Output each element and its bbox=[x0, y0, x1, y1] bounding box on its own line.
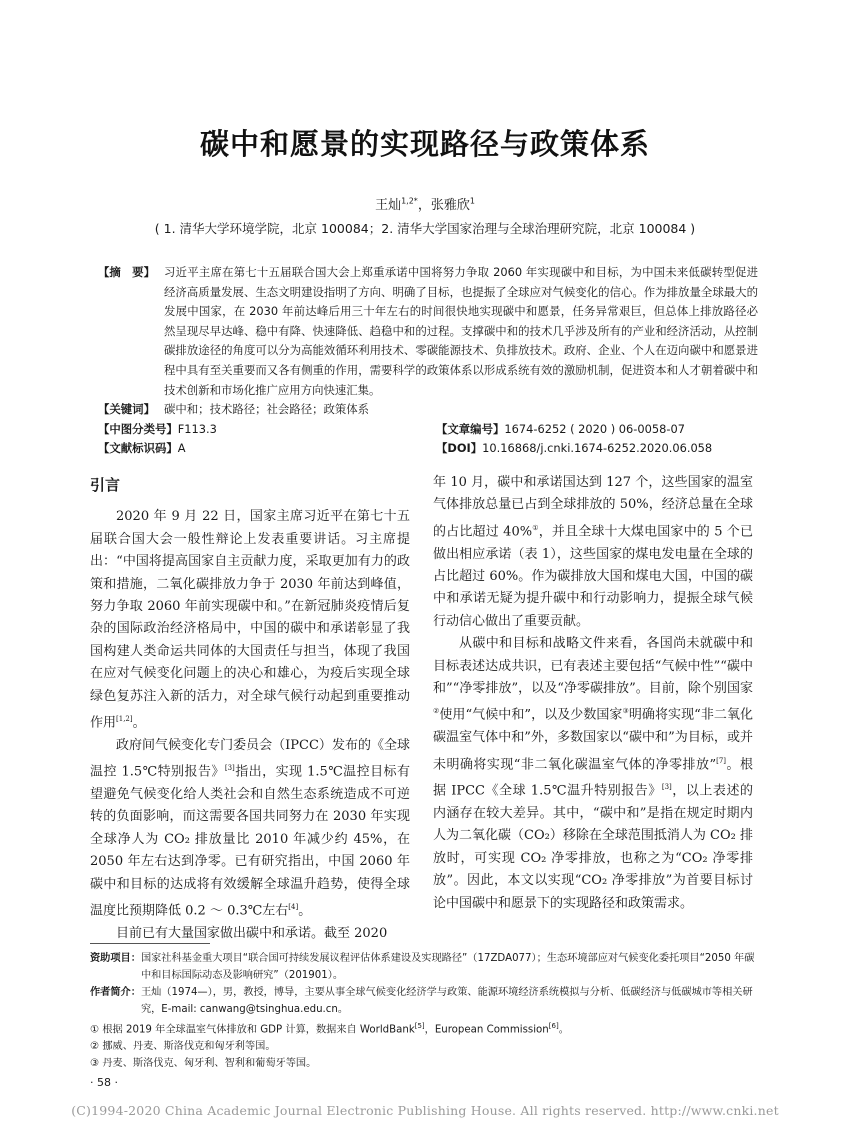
keywords-label: 【关键词】 bbox=[98, 402, 155, 417]
body-paragraph bbox=[90, 735, 410, 923]
doi-field bbox=[436, 439, 758, 459]
citation-ref[interactable]: [6] bbox=[548, 1022, 559, 1030]
citation-ref[interactable]: [3] bbox=[224, 764, 235, 773]
footnote-text: ① 根据 2019 年全球温室气体排放和 GDP 计算，数据来自 WorldBank bbox=[90, 1024, 415, 1036]
paragraph-text: 。 bbox=[132, 715, 146, 731]
author-bio-note bbox=[90, 984, 762, 1018]
paragraph-text: 使用“气候中和”，以及少数国家 bbox=[439, 707, 623, 723]
paragraph-text: 。根据 IPCC《全球 1.5℃温升特别报告》 bbox=[433, 756, 753, 799]
citation-ref[interactable]: [4] bbox=[288, 902, 299, 911]
meta-row-2 bbox=[98, 439, 758, 459]
keywords-row bbox=[98, 400, 758, 420]
citation-ref[interactable]: [7] bbox=[716, 756, 727, 765]
keywords-text: 碳中和；技术路径；社会路径；政策体系 bbox=[164, 402, 370, 417]
paragraph-text: 明确将实现“非二氧化碳温室气体中和”外，多数国家以“碳中和”为目标，或并未明确将实现“非二氧化碳温室气体的净零排放” bbox=[433, 707, 754, 772]
funding-text: 国家社科基金重大项目“联合国可持续发展议程评估体系建设及实现路径”（17ZDA077）；生态环境部应对气候变化委托项目“2050 年碳中和目标国际动态及影响研究”（201901）。 bbox=[140, 953, 755, 981]
footnote-mark[interactable]: ③ bbox=[622, 707, 629, 716]
paragraph-text: 指出，实现 1.5℃温控目标有望避免气候变化给人类社会和自然生态系统造成不可逆转的负面影响，而这需要各国共同努力在 2030 年实现全球净人为 CO₂ 排放量比 2010 年减少约 45%，在 2050 年左右达到净零。已有研究指出，中国 2060 年碳中和目标的达成将有效缓解全球温升趋势，使得全球温度比预期降低 0.2 ～ 0.3℃左右 bbox=[90, 764, 410, 919]
paragraph-text: 政府间气候变化专门委员会（IPCC）发布的《全球温控 1.5℃特别报告》 bbox=[90, 737, 410, 780]
footnote-text: ，European Commission bbox=[424, 1024, 549, 1036]
copyright-watermark: (C)1994-2020 China Academic Journal Electronic Publishing House. All rights reserved. http://www.cnki.net bbox=[71, 1103, 779, 1118]
abstract-label: 【摘 要】 bbox=[98, 265, 155, 279]
body-paragraph bbox=[433, 633, 753, 915]
footnote-divider bbox=[90, 943, 210, 944]
author-name: 张雅欣 bbox=[430, 198, 470, 213]
paragraph-text: ，以上表述的内涵存在较大差异。其中，“碳中和”是指在规定时期内人为二氧化碳（CO₂）移除在全球范围抵消人为 CO₂ 排放时，可实现 CO₂ 净零排放，也称之为“CO₂ 净零排放”。因此，本文以实现“CO₂ 净零排放”为首要目标讨论中国碳中和愿景下的实现路径和政策需求。 bbox=[433, 783, 753, 911]
abstract-block bbox=[98, 263, 758, 459]
footnote-2: ② 挪威、丹麦、斯洛伐克和匈牙利等国。 bbox=[90, 1041, 276, 1053]
doc-code-field bbox=[98, 439, 436, 459]
body-column-right bbox=[433, 472, 753, 915]
article-no-value: 1674-6252 ( 2020 ) 06-0058-07 bbox=[504, 421, 686, 436]
citation-ref[interactable]: [1,2] bbox=[116, 715, 133, 724]
meta-row-1 bbox=[98, 420, 758, 440]
author-bio-text: 王灿（1974—），男，教授，博导，主要从事全球气候变化经济学与政策、能源环境经济系统模拟与分析、低碳经济与低碳城市等相关研究，E-mail: canwang@tsinghua.edu.cn。 bbox=[140, 987, 753, 1015]
footnote-mark[interactable]: ① bbox=[532, 523, 539, 532]
paragraph-text: 2020 年 9 月 22 日，国家主席习近平在第七十五届联合国大会一般性辩论上发表重要讲话。习主席提出：“中国将提高国家自主贡献力度，采取更加有力的政策和措施，二氧化碳排放力争于 2030 年前达到峰值，努力争取 2060 年前实现碳中和。”在新冠肺炎疫情后复杂的国际政治经济格局中，中国的碳中和承诺彰显了我国构建人类命运共同体的大国责任与担当，体现了我国在应对气候变化问题上的决心和雄心，为疫后实现全球绿色复苏注入新的活力，对全球气候行动起到重要推动作用 bbox=[90, 509, 410, 731]
abstract-row bbox=[98, 263, 758, 400]
article-title: 碳中和愿景的实现路径与政策体系 bbox=[199, 127, 650, 161]
body-column-left bbox=[90, 472, 410, 945]
footnote-text: 。 bbox=[558, 1024, 569, 1036]
footnote-mark[interactable]: ② bbox=[433, 707, 440, 716]
section-heading: 引言 bbox=[90, 476, 121, 494]
clc-value: F113.3 bbox=[177, 421, 217, 436]
clc-label: 【中图分类号】 bbox=[98, 421, 178, 436]
author-affil-mark: 1,2* bbox=[401, 196, 418, 206]
footnotes-block bbox=[90, 950, 762, 1072]
author-line bbox=[0, 194, 850, 213]
article-no-field bbox=[436, 420, 758, 440]
page-number: · 58 · bbox=[90, 1076, 118, 1089]
footnote-3: ③ 丹麦、斯洛伐克、匈牙利、智利和葡萄牙等国。 bbox=[90, 1058, 317, 1070]
article-no-label: 【文章编号】 bbox=[436, 421, 505, 436]
paragraph-text: ，并且全球十大煤电国家中的 5 个已做出相应承诺（表 1），这些国家的煤电发电量在全球的占比超过 60%。作为碳排放大国和煤电大国，中国的碳中和承诺无疑为提升碳中和行动影响力，提振全球气候行动信心做出了重要贡献。 bbox=[433, 524, 753, 629]
doi-label: 【DOI】 bbox=[436, 441, 483, 456]
body-paragraph bbox=[90, 506, 410, 734]
clc-field bbox=[98, 420, 436, 440]
citation-ref[interactable]: [3] bbox=[661, 783, 672, 792]
body-paragraph bbox=[433, 472, 753, 633]
funding-label: 资助项目： bbox=[90, 953, 141, 964]
paragraph-text: 。 bbox=[298, 903, 312, 919]
author-affil-mark: 1 bbox=[469, 196, 475, 206]
doc-code-label: 【文献标识码】 bbox=[98, 441, 178, 456]
author-separator: ， bbox=[417, 198, 431, 213]
citation-ref[interactable]: [5] bbox=[414, 1022, 425, 1030]
doi-value[interactable]: 10.16868/j.cnki.1674-6252.2020.06.058 bbox=[482, 441, 713, 456]
author-bio-label: 作者简介： bbox=[90, 987, 141, 998]
doc-code-value: A bbox=[177, 441, 186, 456]
abstract-text: 习近平主席在第七十五届联合国大会上郑重承诺中国将努力争取 2060 年实现碳中和目标，为中国未来低碳转型促进经济高质量发展、生态文明建设指明了方向、明确了目标，也提振了全球应对气候变化的信心。作为排放量全球最大的发展中国家，在 2030 年前达峰后用三十年左右的时间很快地实现碳中和愿景，任务异常艰巨，但总体上排放路径必然呈现尽早达峰、稳中有降、快速降低、趋稳中和的过程。支撑碳中和的技术几乎涉及所有的产业和经济活动，从控制碳排放途径的角度可以分为高能效循环利用技术、零碳能源技术、负排放技术。政府、企业、个人在迈向碳中和愿景进程中具有至关重要而又各有侧重的作用，需要科学的政策体系以形成系统有效的激励机制，促进资本和人才朝着碳中和技术创新和市场化推广应用方向快速汇集。 bbox=[164, 265, 758, 397]
author-name: 王灿 bbox=[375, 198, 402, 213]
paragraph-text: 从碳中和目标和战略文件来看，各国尚未就碳中和目标表述达成共识，已有表述主要包括“气候中性”“碳中和”“净零排放”，以及“净零碳排放”。目前，除个别国家 bbox=[433, 636, 753, 696]
footnote-1 bbox=[90, 1018, 762, 1038]
body-paragraph: 目前已有大量国家做出碳中和承诺。截至 2020 bbox=[116, 925, 388, 941]
affiliation-line: ( 1. 清华大学环境学院，北京 100084；2. 清华大学国家治理与全球治理研究院，北京 100084 ) bbox=[154, 221, 696, 236]
funding-note bbox=[90, 950, 762, 984]
paragraph-text: 年 10 月，碳中和承诺国达到 127 个，这些国家的温室气体排放总量已占到全球排放的 50%，经济总量在全球的占比超过 40% bbox=[433, 475, 753, 540]
